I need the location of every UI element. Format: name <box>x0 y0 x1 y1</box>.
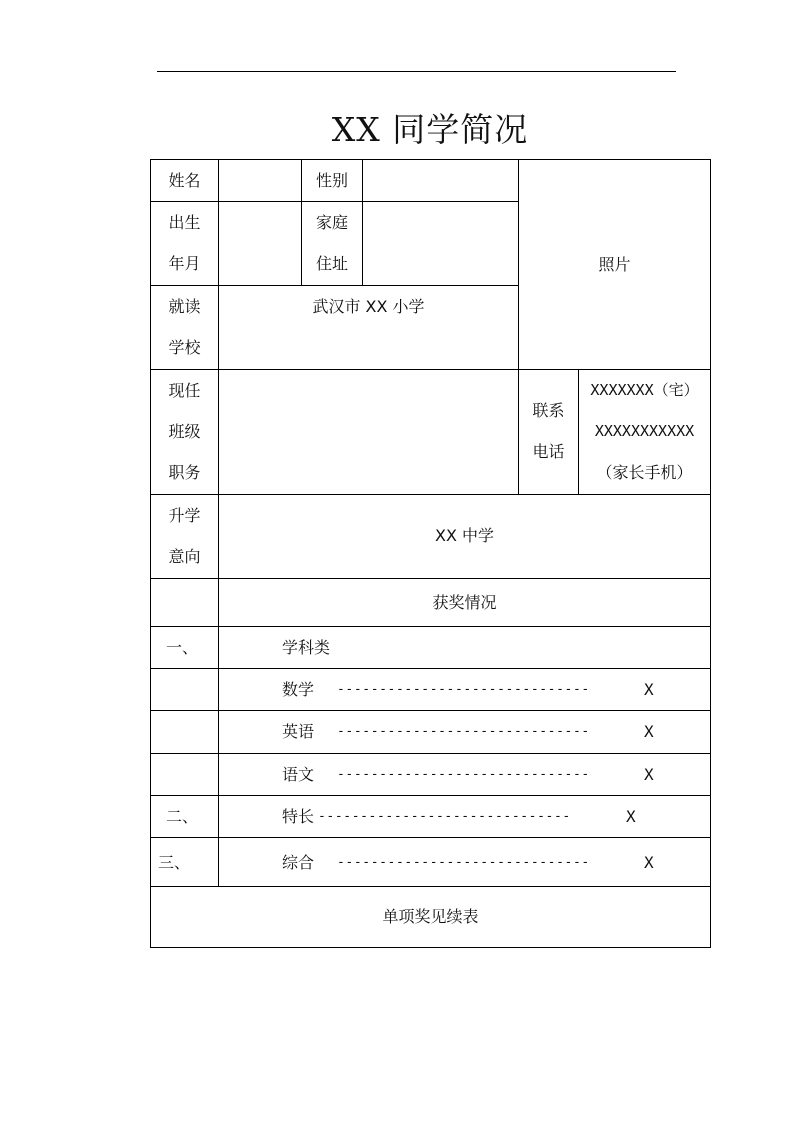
award-dashes: ------------------------------ <box>318 809 571 824</box>
position-label-line1: 现任 <box>168 381 201 400</box>
name-label: 姓名 <box>168 171 201 190</box>
address-label-line1: 家庭 <box>315 213 348 232</box>
position-field[interactable] <box>219 370 518 494</box>
address-label-line2: 住址 <box>315 254 348 273</box>
award-item: 英语 <box>282 722 315 741</box>
name-field[interactable] <box>219 160 301 201</box>
award-value: X <box>644 853 654 872</box>
award-item: 数学 <box>282 680 315 699</box>
phone-label-line1: 联系 <box>532 401 565 420</box>
row-divider <box>150 578 711 579</box>
intent-label-line1: 升学 <box>168 506 201 525</box>
intent-value: XX 中学 <box>434 526 494 545</box>
award-dashes-cell <box>337 669 607 710</box>
award-item: 特长 <box>282 807 315 826</box>
document-title: XX 同学简况 <box>331 110 529 149</box>
photo-placeholder: 照片 <box>598 255 631 274</box>
gender-label: 性别 <box>315 171 348 190</box>
awards-footer-note: 单项奖见续表 <box>382 907 479 926</box>
birth-label-line1: 出生 <box>168 213 201 232</box>
award-dashes: ------------------------------ <box>337 682 590 697</box>
birth-field[interactable] <box>219 202 301 285</box>
row-divider <box>150 837 711 838</box>
phone-mobile: XXXXXXXXXXX <box>594 422 695 440</box>
table-border-right <box>710 159 711 948</box>
row-divider <box>150 886 711 887</box>
award-value: X <box>644 765 654 784</box>
position-label-line3: 职务 <box>168 463 201 482</box>
award-dashes-cell <box>337 754 607 795</box>
phone-mobile-note: （家长手机） <box>596 463 693 482</box>
award-item: 综合 <box>282 853 315 872</box>
row-divider <box>150 626 711 627</box>
award-dashes-cell <box>337 711 607 752</box>
award-item: 语文 <box>282 765 315 784</box>
school-label-line2: 学校 <box>168 338 201 357</box>
award-value: X <box>644 722 654 741</box>
award-value: X <box>626 807 636 826</box>
gender-field[interactable] <box>363 160 518 201</box>
header-rule <box>157 71 676 72</box>
award-dashes: ------------------------------ <box>337 767 590 782</box>
award-value: X <box>644 680 654 699</box>
table-border-bottom <box>150 947 711 948</box>
school-label-line1: 就读 <box>168 297 201 316</box>
address-field[interactable] <box>363 202 518 285</box>
intent-label-line2: 意向 <box>168 547 201 566</box>
award-item: 学科类 <box>282 638 331 657</box>
award-index: 二、 <box>166 807 199 826</box>
award-index: 一、 <box>166 638 199 657</box>
award-dashes-cell <box>337 842 607 883</box>
birth-label-line2: 年月 <box>168 254 201 273</box>
award-dashes: ------------------------------ <box>337 855 590 870</box>
school-value: 武汉市 XX 小学 <box>312 297 425 316</box>
award-dashes: ------------------------------ <box>337 724 590 739</box>
row-divider <box>150 494 711 495</box>
awards-header: 获奖情况 <box>432 593 497 612</box>
position-label-line2: 班级 <box>168 422 201 441</box>
award-index: 三、 <box>158 853 191 872</box>
phone-home: XXXXXXX（宅） <box>590 381 699 399</box>
phone-label-line2: 电话 <box>532 442 565 461</box>
award-dashes-cell <box>318 796 586 837</box>
